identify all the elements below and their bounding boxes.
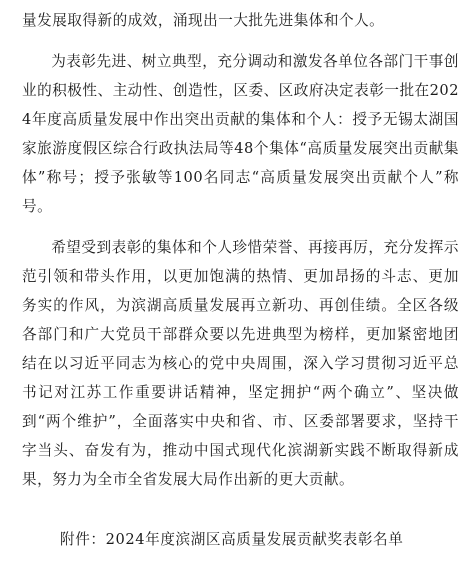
- paragraph-continuation: 量发展取得新的成效，涌现出一大批先进集体和个人。: [22, 12, 385, 29]
- paragraph-commendation-decision: 为表彰先进、树立典型，充分调动和激发各单位各部门干事创业的积极性、主动性、创造性，区委、区政府决定表彰一批在2024年度高质量发展中作出突出贡献的集体和个人：授予无锡太湖国家旅游度假区综合行政执法局等48个集体“高质量发展突出贡献集体”称号；授予张敏等100名同志“高质量发展突出贡献个人”称号。: [22, 53, 459, 215]
- paragraph-gap: [22, 221, 459, 233]
- attachment-line: 附件：2024年度滨湖区高质量发展贡献奖表彰名单: [60, 531, 404, 548]
- paragraph-expectations: 希望受到表彰的集体和个人珍惜荣誉、再接再厉，充分发挥示范引领和带头作用，以更加饱满的热情、更加昂扬的斗志、更加务实的作风，为滨湖高质量发展再立新功、再创佳绩。全区各级各部门和广大党员干部群众要以先进典型为榜样，更加紧密地团结在以习近平同志为核心的党中央周围，深入学习贯彻习近平总书记对江苏工作重要讲话精神，坚定拥护“两个确立”、坚决做到“两个维护”，全面落实中央和省、市、区委部署要求，坚持干字当头、奋发有为，推动中国式现代化滨湖新实践不断取得新成果，努力为全市全省发展大局作出新的更大贡献。: [22, 239, 459, 488]
- paragraph-gap: [22, 35, 459, 47]
